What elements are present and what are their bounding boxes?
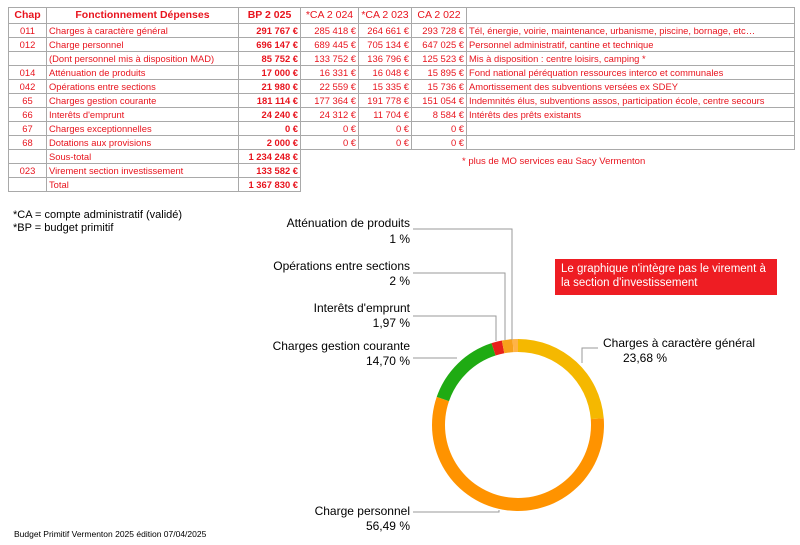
slice-label-name-3: Charges gestion courante (272, 339, 410, 353)
cell-ca-2024: 24 312 € (301, 108, 359, 122)
header-ca-2023: *CA 2 023 (359, 8, 412, 24)
donut-slice-0 (518, 339, 604, 419)
cell-chap: 011 (9, 24, 47, 38)
cell-ca-2023: 11 704 € (359, 108, 412, 122)
cell-chap: 042 (9, 80, 47, 94)
slice-label-name-1: Opérations entre sections (273, 259, 410, 273)
cell-ca-2024: 285 418 € (301, 24, 359, 38)
slice-label-pct-2: 1,97 % (372, 316, 410, 330)
slice-label-pct-5: 56,49 % (365, 519, 410, 533)
header-ca-2022: CA 2 022 (412, 8, 467, 24)
cell-ca-2022: 15 895 € (412, 66, 467, 80)
cell-comment: Amortissement des subventions versées ex SDEY (467, 80, 795, 94)
cell-label: Charges exceptionnelles (47, 122, 239, 136)
cell-label: Charge personnel (47, 38, 239, 52)
cell-comment: Tél, énergie, voirie, maintenance, urbanisme, piscine, bornage, etc… (467, 24, 795, 38)
cell-label: Charges gestion courante (47, 94, 239, 108)
cell-comment: Intérêts des prêts existants (467, 108, 795, 122)
cell-ca-2024: 22 559 € (301, 80, 359, 94)
total-value: 1 367 830 € (239, 178, 301, 192)
cell-ca-2022: 15 736 € (412, 80, 467, 94)
header-bp-2025: BP 2 025 (239, 8, 301, 24)
mo-services-note: * plus de MO services eau Sacy Vermenton (462, 156, 646, 167)
cell-ca-2022: 293 728 € (412, 24, 467, 38)
virement-value: 133 582 € (239, 164, 301, 178)
leader-line-4 (582, 348, 598, 363)
cell-bp-2025: 0 € (239, 122, 301, 136)
cell-label: Opérations entre sections (47, 80, 239, 94)
cell-label: Atténuation de produits (47, 66, 239, 80)
cell-ca-2024: 0 € (301, 122, 359, 136)
cell-ca-2022: 125 523 € (412, 52, 467, 66)
cell-ca-2024: 133 752 € (301, 52, 359, 66)
cell-ca-2023: 0 € (359, 136, 412, 150)
slice-label-pct-4: 23,68 % (623, 351, 668, 365)
cell-chap: 014 (9, 66, 47, 80)
slice-label-name-2: Interêts d'emprunt (313, 301, 410, 315)
cell-ca-2022: 8 584 € (412, 108, 467, 122)
slice-label-name-5: Charge personnel (314, 504, 410, 518)
cell-comment: Fond national péréquation ressources interco et communales (467, 66, 795, 80)
slice-label-pct-1: 2 % (389, 274, 410, 288)
cell-label: (Dont personnel mis à disposition MAD) (47, 52, 239, 66)
cell-comment: Personnel administratif, cantine et technique (467, 38, 795, 52)
leader-line-0 (413, 229, 512, 340)
header-chap: Chap (9, 8, 47, 24)
cell-comment: Indemnités élus, subventions assos, participation école, centre secours (467, 94, 795, 108)
cell-ca-2024: 0 € (301, 136, 359, 150)
bp-definition: *BP = budget primitif (13, 222, 114, 234)
cell-ca-2024: 689 445 € (301, 38, 359, 52)
header-fonctionnement: Fonctionnement Dépenses (47, 8, 239, 24)
donut-slice-5 (513, 339, 518, 352)
cell-ca-2023: 264 661 € (359, 24, 412, 38)
cell-ca-2022: 0 € (412, 122, 467, 136)
footer-text: Budget Primitif Vermenton 2025 édition 07/04/2025 (14, 529, 207, 539)
cell-ca-2022: 647 025 € (412, 38, 467, 52)
cell-chap: 66 (9, 108, 47, 122)
leader-line-5 (413, 510, 499, 512)
cell-ca-2023: 0 € (359, 122, 412, 136)
cell-ca-2023: 16 048 € (359, 66, 412, 80)
total-label: Total (47, 178, 239, 192)
cell-label: Charges à caractère général (47, 24, 239, 38)
cell-bp-2025: 85 752 € (239, 52, 301, 66)
cell-label: Dotations aux provisions (47, 136, 239, 150)
header-ca-2024: *CA 2 024 (301, 8, 359, 24)
cell-chap: 65 (9, 94, 47, 108)
leader-line-2 (413, 316, 496, 341)
cell-bp-2025: 17 000 € (239, 66, 301, 80)
cell-chap: 012 (9, 38, 47, 52)
cell-ca-2023: 15 335 € (359, 80, 412, 94)
subtotal-value: 1 234 248 € (239, 150, 301, 164)
cell-ca-2023: 191 778 € (359, 94, 412, 108)
slice-label-pct-0: 1 % (389, 232, 410, 246)
cell-bp-2025: 291 767 € (239, 24, 301, 38)
leader-line-1 (413, 273, 505, 340)
cell-ca-2023: 705 134 € (359, 38, 412, 52)
callout-box: Le graphique n'intègre pas le virement à la section d'investissement (555, 259, 777, 295)
ca-definition: *CA = compte administratif (validé) (13, 209, 183, 221)
cell-bp-2025: 24 240 € (239, 108, 301, 122)
virement-chap: 023 (9, 164, 47, 178)
cell-bp-2025: 2 000 € (239, 136, 301, 150)
cell-chap: 68 (9, 136, 47, 150)
slice-label-name-0: Atténuation de produits (286, 216, 410, 230)
slice-label-pct-3: 14,70 % (365, 354, 410, 368)
cell-bp-2025: 696 147 € (239, 38, 301, 52)
donut-slice-1 (432, 397, 604, 511)
cell-ca-2022: 151 054 € (412, 94, 467, 108)
cell-ca-2023: 136 796 € (359, 52, 412, 66)
cell-ca-2024: 177 364 € (301, 94, 359, 108)
cell-bp-2025: 21 980 € (239, 80, 301, 94)
cell-ca-2024: 16 331 € (301, 66, 359, 80)
cell-comment: Mis à disposition : centre loisirs, camping * (467, 52, 795, 66)
virement-label: Virement section investissement (47, 164, 239, 178)
donut-slice-2 (437, 343, 496, 401)
slice-label-name-4: Charges à caractère général (603, 336, 756, 350)
subtotal-label: Sous-total (47, 150, 239, 164)
cell-label: Interêts d'emprunt (47, 108, 239, 122)
cell-chap: 67 (9, 122, 47, 136)
cell-ca-2022: 0 € (412, 136, 467, 150)
cell-bp-2025: 181 114 € (239, 94, 301, 108)
